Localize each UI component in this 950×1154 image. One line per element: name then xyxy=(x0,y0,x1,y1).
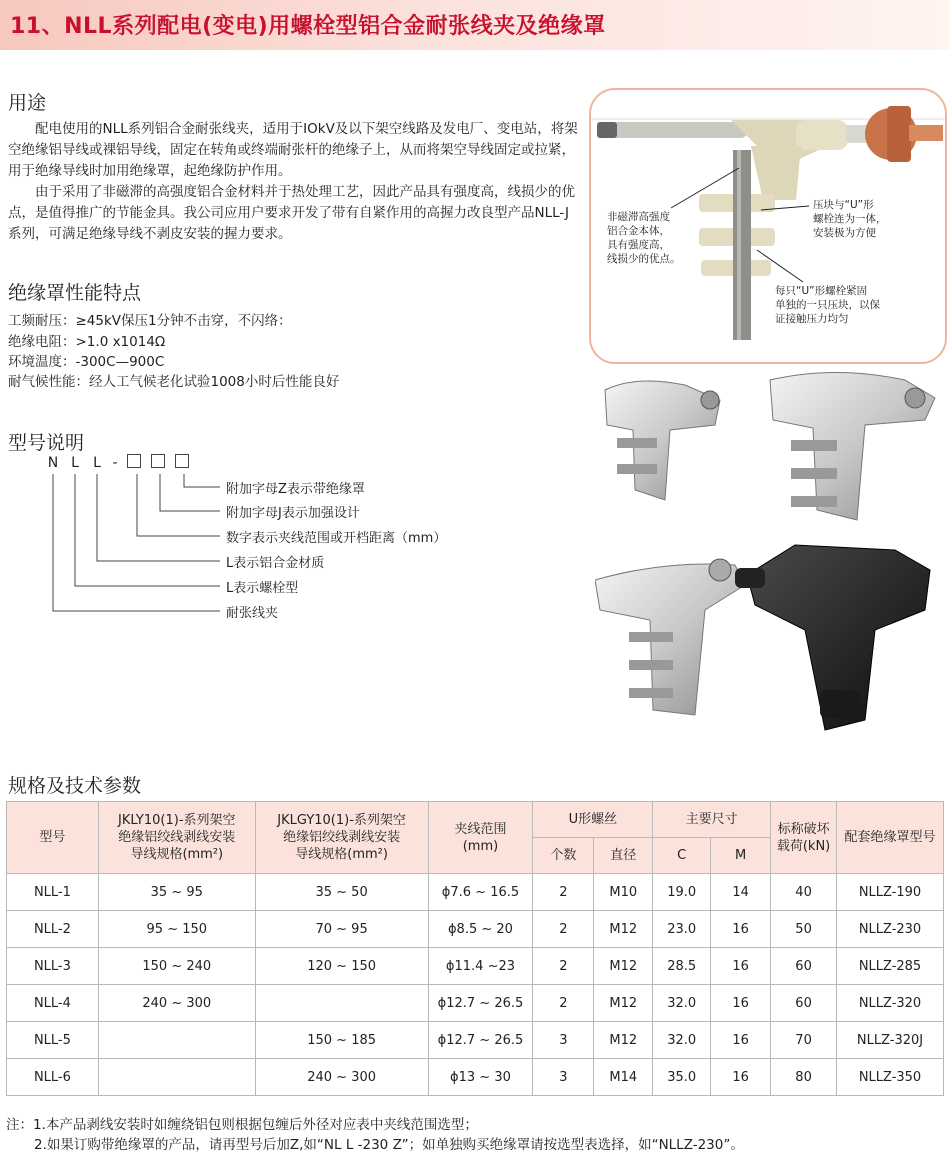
specs-heading: 规格及技术参数 xyxy=(8,775,142,797)
table-cell-count: 2 xyxy=(533,911,594,948)
col-diameter: 直径 xyxy=(594,838,653,874)
product-photo-frame xyxy=(589,88,947,364)
table-cell-jkly xyxy=(98,1059,255,1096)
table-cell-m: 16 xyxy=(711,985,771,1022)
callout-press-block xyxy=(813,198,887,240)
model-expl-clamp: 耐张线夹 xyxy=(226,606,279,621)
table-cell-jklgy: 35 ~ 50 xyxy=(255,874,428,911)
clamp-photo-1 xyxy=(605,381,720,500)
table-cell-c: 19.0 xyxy=(653,874,711,911)
table-row xyxy=(7,911,944,948)
callout-right-top-line-3: 安装极为方便 xyxy=(813,227,876,239)
product-photos xyxy=(595,370,945,740)
col-jklgy-line-2: 绝缘铝绞线剥线安装 xyxy=(283,830,401,845)
table-cell-m: 16 xyxy=(711,1059,771,1096)
specs-table xyxy=(6,801,944,1096)
table-cell-range: ϕ12.7 ~ 26.5 xyxy=(428,985,533,1022)
table-cell-model: NLL-6 xyxy=(7,1059,99,1096)
table-cell-count: 3 xyxy=(533,1022,594,1059)
col-m: M xyxy=(711,838,771,874)
usage-paragraph-2: 由于采用了非磁滞的高强度铝合金材料并于热处理工艺，因此产品具有强度高，线损少的优点，是值得推广的节能金具。我公司应用户要求开发了带有自紧作用的高握力改良型产品NLL-J系列，可满足绝缘导线不剥皮安装的握力要求。 xyxy=(8,184,575,242)
table-cell-jklgy: 240 ~ 300 xyxy=(255,1059,428,1096)
col-jkly-line-2: 绝缘铝绞线剥线安装 xyxy=(118,830,236,845)
table-cell-jklgy xyxy=(255,985,428,1022)
table-cell-dia: M12 xyxy=(594,911,653,948)
callout-ubolt xyxy=(775,284,880,326)
table-cell-dia: M12 xyxy=(594,1022,653,1059)
model-heading: 型号说明 xyxy=(8,432,85,454)
col-range-line-1: 夹线范围 xyxy=(454,821,507,837)
insulation-cover-photo xyxy=(735,545,930,730)
table-cell-cover: NLLZ-285 xyxy=(837,948,944,985)
usage-paragraph-1: 配电使用的NLL系列铝合金耐张线夹，适用于IOkV及以下架空线路及发电厂、变电站，将架空绝缘铝导线或裸铝导线，固定在转角或终端耐张杆的绝缘子上，从而将架空导线固定或拉紧，用于绝缘导线时加用绝缘罩，起绝缘防护作用。 xyxy=(8,121,578,179)
model-letter-n: N xyxy=(47,455,59,471)
col-count: 个数 xyxy=(533,838,594,874)
insulation-line-3: 环境温度：-300C—900C xyxy=(8,354,165,370)
col-cover: 配套绝缘罩型号 xyxy=(837,802,944,874)
table-cell-c: 35.0 xyxy=(653,1059,711,1096)
col-range xyxy=(428,802,533,874)
table-cell-cover: NLLZ-190 xyxy=(837,874,944,911)
col-jklgy-line-3: 导线规格(mm²) xyxy=(295,847,388,862)
col-load-line-1: 标称破坏 xyxy=(777,821,830,837)
table-row xyxy=(7,948,944,985)
table-cell-load: 40 xyxy=(771,874,837,911)
callout-left-line-1: 非磁滞高强度 xyxy=(607,211,670,223)
callout-alloy-body xyxy=(607,210,681,266)
col-model: 型号 xyxy=(7,802,99,874)
clamp-photo-2 xyxy=(770,373,935,521)
model-expl-j: 附加字母J表示加强设计 xyxy=(226,506,360,521)
col-jkly-line-1: JKLY10(1)-系列架空 xyxy=(118,813,236,828)
table-cell-cover: NLLZ-230 xyxy=(837,911,944,948)
table-cell-load: 80 xyxy=(771,1059,837,1096)
table-cell-count: 2 xyxy=(533,985,594,1022)
table-cell-jkly xyxy=(98,1022,255,1059)
table-cell-range: ϕ11.4 ~23 xyxy=(428,948,533,985)
note-1: 注：1.本产品剥线安装时如缠绕铝包则根据包缠后外径对应表中夹线范围选型； xyxy=(6,1117,478,1133)
table-cell-c: 28.5 xyxy=(653,948,711,985)
table-cell-dia: M10 xyxy=(594,874,653,911)
callout-left-line-3: 具有强度高， xyxy=(607,239,670,251)
model-expl-number: 数字表示夹线范围或开档距离（mm） xyxy=(226,531,447,546)
col-jkly xyxy=(98,802,255,874)
table-cell-jkly: 95 ~ 150 xyxy=(98,911,255,948)
note-2: 2.如果订购带绝缘罩的产品，请再型号后加Z,如“NL L -230 Z”；如单独购买绝缘罩请按选型表选择，如“NLLZ-230”。 xyxy=(34,1137,744,1153)
col-range-line-2: (mm) xyxy=(462,838,499,854)
clamp-photo-3 xyxy=(595,559,745,715)
table-cell-dia: M14 xyxy=(594,1059,653,1096)
model-expl-bolt: L表示螺栓型 xyxy=(226,581,299,596)
col-jklgy-line-1: JKLGY10(1)-系列架空 xyxy=(277,813,406,828)
table-cell-m: 16 xyxy=(711,911,771,948)
model-dash: - xyxy=(112,455,118,471)
page-title: 11、NLL系列配电(变电)用螺栓型铝合金耐张线夹及绝缘罩 xyxy=(10,14,606,39)
table-cell-jklgy: 70 ~ 95 xyxy=(255,911,428,948)
table-cell-model: NLL-4 xyxy=(7,985,99,1022)
col-dims: 主要尺寸 xyxy=(653,802,771,838)
table-cell-jkly: 240 ~ 300 xyxy=(98,985,255,1022)
table-cell-c: 23.0 xyxy=(653,911,711,948)
insulation-line-2: 绝缘电阻：>1.0 x1014Ω xyxy=(8,334,166,350)
table-row xyxy=(7,1059,944,1096)
table-cell-load: 50 xyxy=(771,911,837,948)
table-cell-load: 60 xyxy=(771,948,837,985)
table-row xyxy=(7,874,944,911)
col-jklgy xyxy=(255,802,428,874)
insulation-line-4: 耐气候性能：经人工气候老化试验1008小时后性能良好 xyxy=(8,374,340,390)
table-cell-c: 32.0 xyxy=(653,1022,711,1059)
insulation-heading: 绝缘罩性能特点 xyxy=(8,282,142,304)
table-cell-model: NLL-5 xyxy=(7,1022,99,1059)
callout-right-bottom-line-2: 单独的一只压块，以保 xyxy=(775,299,880,311)
col-jkly-line-3: 导线规格(mm²) xyxy=(130,847,224,862)
table-cell-range: ϕ7.6 ~ 16.5 xyxy=(428,874,533,911)
table-cell-model: NLL-1 xyxy=(7,874,99,911)
table-row xyxy=(7,1022,944,1059)
table-cell-count: 2 xyxy=(533,948,594,985)
table-cell-m: 16 xyxy=(711,948,771,985)
table-cell-jkly: 150 ~ 240 xyxy=(98,948,255,985)
table-cell-jklgy: 150 ~ 185 xyxy=(255,1022,428,1059)
model-expl-aluminum: L表示铝合金材质 xyxy=(226,556,325,571)
table-cell-m: 14 xyxy=(711,874,771,911)
table-cell-jkly: 35 ~ 95 xyxy=(98,874,255,911)
table-cell-range: ϕ8.5 ~ 20 xyxy=(428,911,533,948)
table-cell-count: 3 xyxy=(533,1059,594,1096)
table-cell-model: NLL-2 xyxy=(7,911,99,948)
callout-right-bottom-line-3: 证接触压力均匀 xyxy=(775,313,849,325)
insulation-line-1: 工频耐压：≥45kV保压1分钟不击穿，不闪络： xyxy=(8,313,292,329)
callout-right-bottom-line-1: 每只“U”形螺栓紧固 xyxy=(775,285,868,297)
callout-right-top-line-2: 螺栓连为一体， xyxy=(813,213,887,225)
model-expl-z: 附加字母Z表示带绝缘罩 xyxy=(226,482,365,497)
specs-table-body xyxy=(7,874,944,1096)
col-load-line-2: 载荷(kN) xyxy=(776,838,831,854)
table-cell-m: 16 xyxy=(711,1022,771,1059)
table-cell-cover: NLLZ-320 xyxy=(837,985,944,1022)
table-cell-range: ϕ12.7 ~ 26.5 xyxy=(428,1022,533,1059)
col-c: C xyxy=(653,838,711,874)
table-cell-load: 70 xyxy=(771,1022,837,1059)
callout-left-line-2: 铝合金本体， xyxy=(607,225,670,237)
table-row xyxy=(7,985,944,1022)
col-ubolt: U形螺丝 xyxy=(533,802,653,838)
table-cell-dia: M12 xyxy=(594,948,653,985)
table-cell-dia: M12 xyxy=(594,985,653,1022)
table-cell-c: 32.0 xyxy=(653,985,711,1022)
model-letter-l1: L xyxy=(71,455,79,471)
table-cell-range: ϕ13 ~ 30 xyxy=(428,1059,533,1096)
callout-left-line-4: 线损少的优点。 xyxy=(607,253,681,265)
table-cell-count: 2 xyxy=(533,874,594,911)
table-cell-jklgy: 120 ~ 150 xyxy=(255,948,428,985)
usage-heading: 用途 xyxy=(8,92,47,114)
table-cell-cover: NLLZ-350 xyxy=(837,1059,944,1096)
table-cell-model: NLL-3 xyxy=(7,948,99,985)
table-cell-cover: NLLZ-320J xyxy=(837,1022,944,1059)
callout-right-top-line-1: 压块与“U”形 xyxy=(813,199,874,211)
model-letter-l2: L xyxy=(93,455,101,471)
col-load xyxy=(771,802,837,874)
table-cell-load: 60 xyxy=(771,985,837,1022)
